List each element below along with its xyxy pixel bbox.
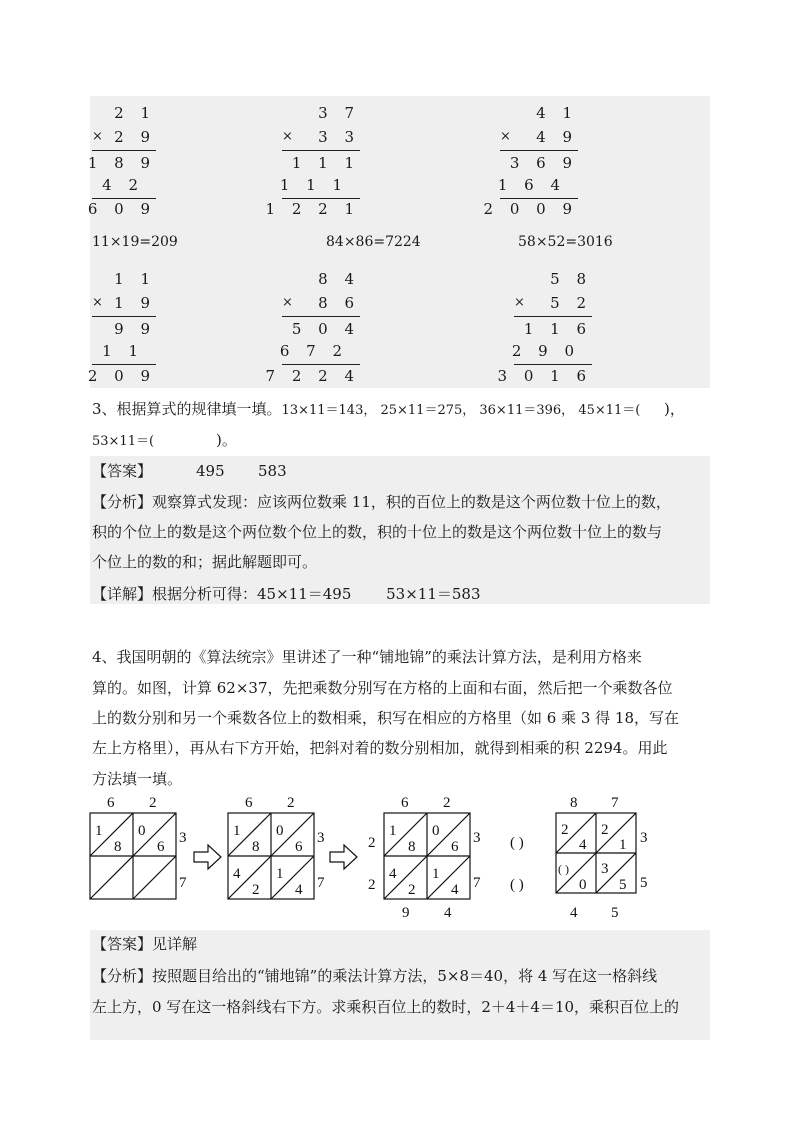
top-digit: 2 — [149, 795, 157, 811]
lattice-grid-2 — [228, 795, 325, 899]
right-digit: 3 — [317, 830, 325, 846]
multiplier: 1 9 — [114, 294, 156, 312]
cell-digit: 6 — [451, 839, 459, 855]
rule-line — [282, 150, 360, 151]
multiplier: 3 3 — [318, 128, 360, 146]
q3-answer-2: 583 — [258, 462, 287, 480]
cell-digit: 6 — [157, 839, 165, 855]
product: 1 2 2 1 — [265, 200, 360, 218]
cell-digit: 8 — [408, 839, 416, 855]
q3-detail: 【详解】根据分析可得：45×11＝495 53×11＝583 — [92, 585, 481, 603]
multiplicand: 8 4 — [318, 270, 360, 288]
vertical-calc-5 — [265, 270, 360, 385]
top-digit: 6 — [245, 795, 253, 811]
q3-lead: 3、根据算式的规律填一填。 — [92, 400, 282, 418]
equation-1: 11×19=209 — [92, 234, 178, 250]
q4-line-4: 左上方格里），再从右下方开始，把斜对着的数分别相加，就得到相乘的积 2294。用此 — [92, 739, 668, 757]
times-sign: × — [92, 295, 103, 310]
rule-line — [514, 364, 592, 365]
right-digit: 3 — [640, 830, 648, 846]
rule-line — [282, 316, 360, 317]
cell-digit: 0 — [432, 823, 440, 839]
q4-answer: 【答案】见详解 — [92, 935, 198, 953]
product: 3 0 1 6 — [497, 367, 592, 385]
arrow-icon — [330, 845, 357, 869]
rule-line — [500, 198, 578, 199]
cell-digit: 2 — [252, 882, 260, 898]
right-digit: 3 — [179, 830, 187, 846]
top-digit: 7 — [611, 795, 619, 811]
q4-line-3: 上的数分别和另一个乘数各位上的数相乘，积写在相应的方格里（如 6 乘 3 得 18，写在 — [92, 709, 680, 727]
top-digit: 6 — [107, 795, 115, 811]
product: 2 0 9 — [87, 367, 156, 385]
equation-2: 84×86=7224 — [326, 234, 421, 250]
right-digit: 7 — [473, 875, 481, 891]
multiplicand: 3 7 — [318, 104, 360, 122]
partial-1: 9 9 — [114, 320, 156, 338]
lattice-diagram — [80, 795, 700, 925]
multiplicand: 2 1 — [114, 104, 156, 122]
bottom-digit: 4 — [570, 905, 578, 921]
q3-line-2 — [92, 430, 154, 452]
times-sign: × — [500, 129, 511, 144]
top-digit: 8 — [570, 795, 578, 811]
partial-2: 1 1 — [102, 342, 144, 360]
cell-digit: 1 — [95, 823, 103, 839]
cell-digit: 4 — [295, 882, 303, 898]
rule-line — [92, 364, 156, 365]
cell-digit: 1 — [619, 837, 627, 853]
q3-analysis-3: 个位上的数的和；据此解题即可。 — [92, 553, 318, 571]
q3-prompt — [92, 399, 640, 421]
partial-2: 4 2 — [102, 176, 144, 194]
vertical-calc-1 — [87, 104, 156, 218]
q4-analysis-2: 左上方，0 写在这一格斜线右下方。求乘积百位上的数时，2＋4＋4＝10，乘积百位上的 — [92, 998, 680, 1016]
partial-1: 1 1 1 — [291, 154, 360, 172]
rule-line — [282, 198, 360, 199]
vertical-calc-6 — [497, 270, 592, 385]
bottom-digit: 9 — [402, 905, 410, 921]
q3-answer-label: 【答案】 — [92, 462, 153, 480]
cell-digit: 8 — [114, 839, 122, 855]
partial-2: 1 1 1 — [279, 176, 348, 194]
left-blank: ( ) — [510, 835, 524, 851]
diagonal — [133, 856, 176, 899]
cell-digit: 2 — [601, 822, 609, 838]
multiplier: 8 6 — [318, 294, 360, 312]
cell-digit: 4 — [389, 866, 397, 882]
top-digit: 2 — [443, 795, 451, 811]
q3-answer-1: 495 — [196, 462, 225, 480]
q3-equations: 13×11＝143， 25×11＝275， 36×11＝396， 45×11＝( — [281, 403, 641, 418]
lattice-grid-1 — [90, 795, 187, 899]
bottom-digit: 5 — [611, 905, 619, 921]
rule-line — [514, 316, 592, 317]
product: 6 0 9 — [87, 200, 156, 218]
right-digit: 5 — [640, 875, 648, 891]
cell-digit: 4 — [451, 882, 459, 898]
q4-analysis-1: 【分析】按照题目给出的“铺地锦”的乘法计算方法，5×8＝40，将 4 写在这一格斜线 — [92, 967, 658, 985]
partial-2: 1 6 4 — [497, 176, 566, 194]
bottom-digit: 4 — [444, 905, 452, 921]
left-digit: 2 — [368, 835, 376, 851]
cell-digit: 0 — [276, 823, 284, 839]
arrow-icon — [194, 845, 221, 869]
q3-analysis-1: 【分析】观察算式发现：应该两位数乘 11，积的百位上的数是这个两位数十位上的数， — [92, 493, 671, 511]
cell-digit: 0 — [138, 823, 146, 839]
lattice-grid-3 — [368, 795, 481, 921]
q4-line-5: 方法填一填。 — [92, 770, 183, 788]
multiplier: 2 9 — [114, 128, 156, 146]
left-blank: ( ) — [510, 877, 524, 893]
times-sign: × — [282, 129, 293, 144]
q3-blank-close-1: )， — [664, 400, 685, 418]
rule-line — [500, 150, 578, 151]
rule-line — [282, 364, 360, 365]
lattice-grid-4 — [510, 795, 648, 921]
partial-1: 5 0 4 — [291, 320, 360, 338]
q3-equation-5: 53×11＝( — [92, 434, 155, 449]
multiplicand: 5 8 — [550, 270, 592, 288]
rule-line — [92, 198, 156, 199]
right-digit: 3 — [473, 830, 481, 846]
cell-digit: 8 — [252, 839, 260, 855]
lattice-svg — [80, 795, 700, 925]
partial-2: 6 7 2 — [279, 342, 348, 360]
cell-digit: 4 — [233, 866, 241, 882]
vertical-calc-2 — [265, 104, 360, 218]
cell-digit: 2 — [408, 882, 416, 898]
rule-line — [92, 150, 156, 151]
cell-digit: 0 — [579, 877, 587, 893]
cell-digit: 1 — [389, 823, 397, 839]
q3-blank-close-2: )。 — [216, 431, 237, 449]
times-sign: × — [92, 129, 103, 144]
cell-digit: 1 — [276, 866, 284, 882]
cell-digit: 2 — [561, 822, 569, 838]
partial-1: 1 1 6 — [523, 320, 592, 338]
multiplier: 5 2 — [550, 294, 592, 312]
top-digit: 2 — [287, 795, 295, 811]
partial-1: 1 8 9 — [87, 154, 156, 172]
right-digit: 7 — [317, 875, 325, 891]
left-digit: 2 — [368, 877, 376, 893]
multiplicand: 1 1 — [114, 270, 156, 288]
cell-digit: 5 — [619, 877, 627, 893]
cell-digit: 1 — [233, 823, 241, 839]
q4-line-2: 算的。如图，计算 62×37，先把乘数分别写在方格的上面和右面，然后把一个乘数各位 — [92, 679, 673, 697]
diagonal — [90, 856, 133, 899]
multiplier: 4 9 — [536, 128, 578, 146]
multiplicand: 4 1 — [536, 104, 578, 122]
times-sign: × — [282, 295, 293, 310]
times-sign: × — [514, 295, 525, 310]
cell-digit: 1 — [432, 866, 440, 882]
q4-line-1: 4、我国明朝的《算法统宗》里讲述了一种“铺地锦”的乘法计算方法，是利用方格来 — [92, 648, 642, 666]
equation-3: 58×52=3016 — [518, 234, 613, 250]
partial-1: 3 6 9 — [509, 154, 578, 172]
product: 2 0 0 9 — [483, 200, 578, 218]
cell-digit: 6 — [295, 839, 303, 855]
vertical-calc-3 — [483, 104, 578, 218]
vertical-calc-4 — [87, 270, 156, 385]
right-digit: 7 — [179, 875, 187, 891]
cell-blank: ( ) — [558, 862, 569, 876]
cell-digit: 4 — [579, 837, 587, 853]
q3-analysis-2: 积的个位上的数是这个两位数个位上的数，积的十位上的数是这个两位数十位上的数与 — [92, 523, 663, 541]
top-digit: 6 — [401, 795, 409, 811]
product: 7 2 2 4 — [265, 367, 360, 385]
cell-digit: 3 — [601, 861, 609, 877]
rule-line — [92, 316, 156, 317]
partial-2: 2 9 0 — [511, 342, 580, 360]
